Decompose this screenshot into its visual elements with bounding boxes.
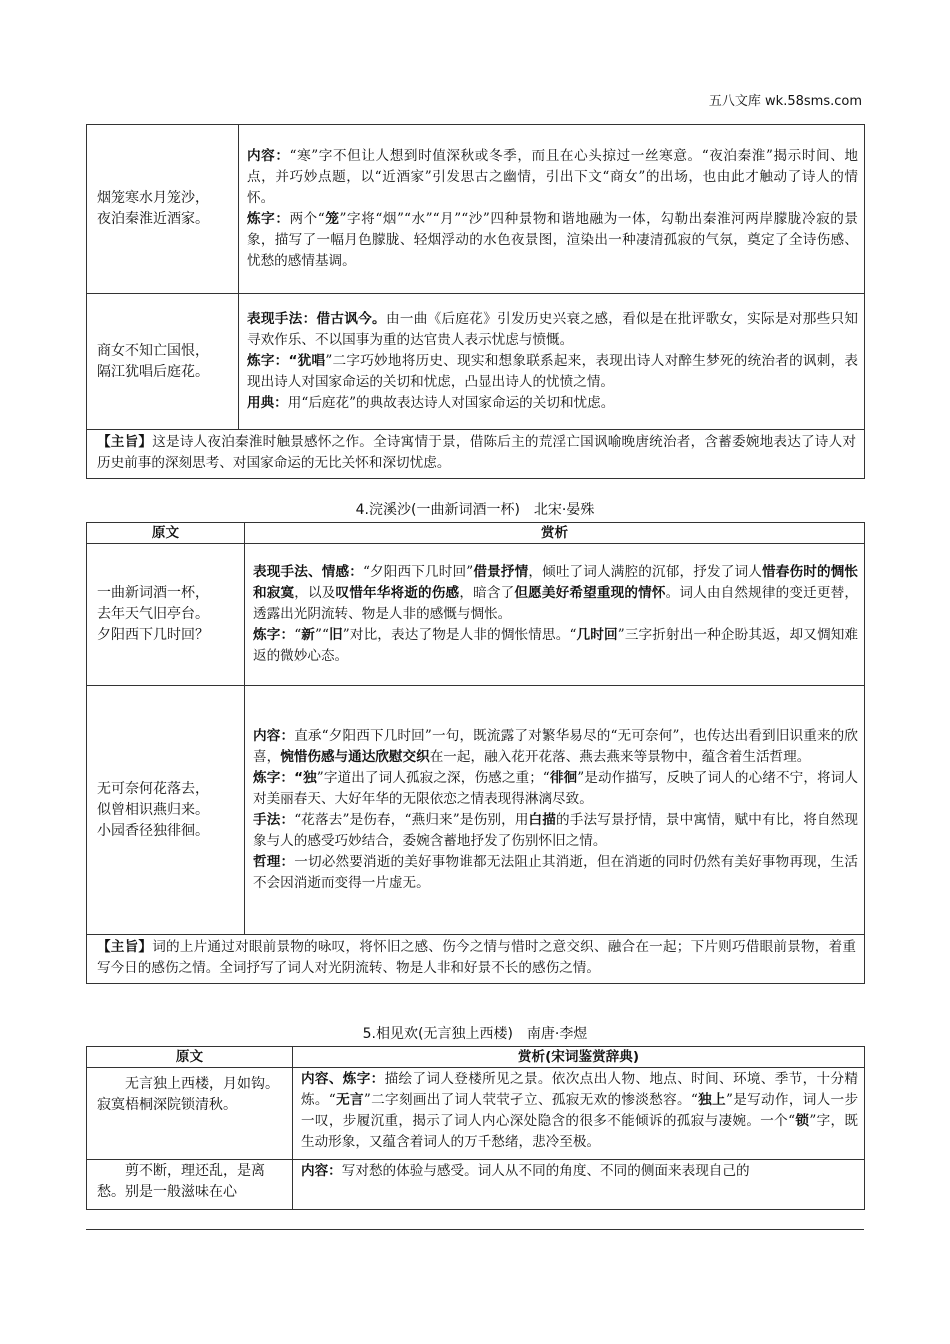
bold-segment: 【主旨】 (97, 434, 153, 450)
poem-title: 5.相见欢(无言独上西楼) (362, 1026, 513, 1042)
bold-segment: 独上 (697, 1092, 726, 1108)
analysis-paragraph (301, 1161, 858, 1203)
text-segment: ”是动作描写，反映了词人的心绪不宁，将词人对美丽春天、大好年华的无限依恋之情表现得淋漓尽致。 (253, 770, 858, 807)
analysis-cell (239, 294, 865, 430)
text-segment: 一切必然要消逝的美好事物谁都无法阻止其消逝，但在消逝的同时仍然有美好事物再现，生活不会因消逝而变得一片虚无。 (253, 854, 859, 891)
orig-cell (87, 686, 245, 935)
bold-segment: 叹惜年华将逝的伤感 (335, 585, 460, 601)
bold-segment: 锁 (795, 1113, 810, 1129)
analysis-paragraph (253, 625, 858, 667)
bold-segment: 借景抒情 (473, 564, 529, 580)
verse-line: 夜泊秦淮近酒家。 (97, 211, 209, 227)
bold-segment: 【主旨】 (97, 939, 153, 955)
text-segment: 词的上片通过对眼前景物的咏叹，将怀旧之感、伤今之情与惜时之意交织、融合在一起；下片则巧借眼前景物，着重写今日的感伤之情。全词抒写了词人对光阴流转、物是人非和好景不长的感伤之情。 (97, 939, 856, 976)
bold-segment: 表现手法、情感： (253, 564, 363, 580)
analysis-paragraph (253, 726, 858, 768)
summary-row (87, 430, 865, 479)
text-segment: ”是写动作，词人一步一叹，步履沉重，揭示了词人内心深处隐含的很多不能倾诉的孤寂与凄婉。一个“ (301, 1092, 859, 1129)
verse-line: 烟笼寒水月笼沙， (97, 190, 209, 206)
analysis-paragraph (253, 768, 858, 810)
verse-line: 无可奈何花落去， (97, 780, 209, 797)
bold-segment: 几时回 (576, 627, 618, 643)
analysis-cell (293, 1068, 865, 1160)
bold-segment: 炼字：“独 (253, 770, 317, 786)
bold-segment: 旧 (328, 627, 343, 643)
poem5-table (86, 1046, 865, 1210)
bold-segment: 内容： (247, 148, 290, 164)
bold-segment: 炼字：“犹唱 (247, 353, 326, 369)
page-bottom-rule (86, 1229, 864, 1230)
text-segment: ”二字巧妙地将历史、现实和想象联系起来，表现出诗人对醉生梦死的统治者的讽刺，表现出诗人对国家命运的关切和忧虑，凸显出诗人的忧愤之情。 (247, 353, 859, 390)
verse-line: 去年天气旧亭台。 (97, 606, 209, 622)
summary-text (97, 937, 856, 979)
text-segment: ，以及 (294, 585, 336, 601)
table-row (87, 544, 865, 686)
verse-line: 似曾相识燕归来。 (97, 801, 209, 818)
bold-segment: 但愿美好希望重现的情怀 (514, 585, 666, 601)
text-segment: 写对愁的体验与感受。词人从不同的角度、不同的侧面来表现自己的 (341, 1163, 750, 1179)
text-segment: ”对比，表达了物是人非的惆怅情思。“ (342, 627, 577, 643)
poem-title: 4.浣溪沙(一曲新词酒一杯) (355, 502, 520, 518)
bold-segment: 用典： (247, 395, 288, 411)
header-row (87, 523, 865, 544)
verse-line: 夕阳西下几时回？ (97, 627, 209, 643)
analysis-paragraph (247, 393, 858, 414)
text-segment: ”三字折射出一种企盼其返，却又惆知难返的微妙心态。 (253, 627, 859, 664)
orig-cell (87, 125, 239, 294)
poem3-table (86, 124, 865, 479)
analysis-cell (245, 686, 865, 935)
text-segment: ”“ (315, 627, 329, 643)
bold-segment: 惜春伤时的惆怅和寂寞 (253, 564, 859, 601)
text-segment: “寒”字不但让人想到时值深秋或冬季，而且在心头掠过一丝寒意。“夜泊秦淮”揭示时间、地点，并巧妙点题，以“近酒家”引发思古之幽情，引出下文“商女”的出场，也由此才触动了诗人的情怀。 (247, 148, 859, 206)
table-row (87, 1068, 865, 1160)
bold-segment: 惋惜伤感与通达欣慰交织 (280, 749, 430, 765)
text-segment: ”二字刻画出了词人茕茕孑立、孤寂无欢的惨淡愁容。“ (363, 1092, 698, 1108)
bold-segment: 炼字： (253, 627, 295, 643)
bold-segment: 炼字： (247, 211, 290, 227)
text-segment: 两个“ (289, 211, 325, 227)
text-segment: 描绘了词人登楼所见之景。依次点出人物、地点、时间、环境、季节，十分精炼。“ (301, 1071, 859, 1108)
verse-line: 商女不知亡国恨， (97, 342, 209, 359)
poem4-table (86, 522, 865, 984)
orig-cell (87, 544, 245, 686)
analysis-paragraph (247, 309, 858, 351)
analysis-cell (245, 544, 865, 686)
text-segment: 。词人由自然规律的变迁更替，透露出光阴流转、物是人非的感慨与惆怅。 (253, 585, 859, 622)
text-segment: 由一曲《后庭花》引发历史兴衰之感，看似是在批评歌女，实际是对那些只知寻欢作乐、不以国事为重的达官贵人表示忧虑与愤慨。 (247, 311, 859, 348)
bold-segment: 表现手法：借古讽今。 (247, 311, 386, 327)
analysis-paragraph (247, 146, 858, 209)
bold-segment: 徘徊 (549, 770, 578, 786)
col-header-orig: 原文 (87, 1047, 293, 1068)
table-row (87, 686, 865, 935)
poem-author: 北宋·晏殊 (533, 502, 595, 518)
bold-segment: 内容： (253, 728, 295, 744)
text-segment: ，倾吐了词人满腔的沉郁，抒发了词人 (528, 564, 762, 580)
table-row (87, 1160, 865, 1210)
site-header: 五八文库 wk.58sms.com (708, 94, 862, 109)
bold-segment: 新 (301, 627, 315, 643)
text-segment: 用“后庭花”的典故表达诗人对国家命运的关切和忧虑。 (287, 395, 615, 411)
bold-segment: 白描 (528, 812, 557, 828)
text-segment: ”字道出了词人孤寂之深，伤感之重；“ (316, 770, 550, 786)
text-segment: ”字，既生动形象，又蕴含着词人的万千愁绪，悲冷至极。 (301, 1113, 859, 1150)
summary-cell (87, 935, 865, 984)
verse-text: 剪不断，理还乱，是离愁。别是一般滋味在心 (97, 1163, 265, 1200)
verse-line: 隔江犹唱后庭花。 (97, 363, 209, 380)
summary-cell (87, 430, 865, 479)
orig-cell (87, 1160, 293, 1210)
analysis-paragraph (247, 209, 858, 272)
analysis-paragraph (253, 562, 858, 625)
analysis-cell (293, 1160, 865, 1210)
verse-line: 小园香径独徘徊。 (97, 822, 209, 839)
orig-cell (87, 294, 239, 430)
text-segment: “ (294, 627, 302, 643)
analysis-paragraph (301, 1069, 858, 1153)
analysis-paragraph (247, 351, 858, 393)
text-segment: “花落去”是伤春，“燕归来”是伤别，用 (294, 812, 529, 828)
table-row (87, 294, 865, 430)
bold-segment: 内容： (301, 1163, 342, 1179)
col-header-analysis: 赏析(宋词鉴赏辞典) (293, 1047, 865, 1068)
bold-segment: 笼 (324, 211, 340, 227)
text-segment: ”字将“烟”“水”“月”“沙”四种景物和谐地融为一体，勾勒出秦淮河两岸朦胧冷寂的景象，描写了一幅月色朦胧、轻烟浮动的水色夜景图，渲染出一种凄清孤寂的气氛，奠定了全诗伤感、忧愁的感情基调。 (247, 211, 859, 269)
summary-row (87, 935, 865, 984)
text-segment: “夕阳西下几时回” (362, 564, 474, 580)
poem4-title (86, 499, 864, 519)
verse-line: 一曲新词酒一杯， (97, 585, 209, 601)
col-header-orig: 原文 (87, 523, 245, 544)
bold-segment: 无言 (335, 1092, 364, 1108)
table-row (87, 125, 865, 294)
text-segment: 这是诗人夜泊秦淮时触景感怀之作。全诗寓情于景，借陈后主的荒淫亡国讽喻晚唐统治者，含蓄委婉地表达了诗人对历史前事的深刻思考、对国家命运的无比关怀和深切忧虑。 (97, 434, 856, 471)
analysis-paragraph (253, 810, 858, 852)
summary-text (97, 432, 856, 474)
text-segment: 的手法写景抒情，景中寓情，赋中有比，将自然现象与人的感受巧妙结合，委婉含蓄地抒发了伤别怀旧之情。 (253, 812, 858, 849)
poem-author: 南唐·李煜 (526, 1026, 588, 1042)
bold-segment: 内容、炼字： (301, 1071, 385, 1087)
orig-cell (87, 1068, 293, 1160)
text-segment: 在一起，融入花开花落、燕去燕来等景物中，蕴含着生活哲理。 (429, 749, 811, 765)
text-segment: 直承“夕阳西下几时回”一句，既流露了对繁华易尽的“无可奈何”，也传达出看到旧识重来的欣喜， (253, 728, 859, 765)
bold-segment: 哲理： (253, 854, 295, 870)
col-header-analysis: 赏析 (245, 523, 865, 544)
poem5-title (86, 1023, 864, 1043)
bold-segment: 手法： (253, 812, 295, 828)
analysis-paragraph (253, 852, 858, 894)
analysis-cell (239, 125, 865, 294)
text-segment: ，暗含了 (459, 585, 515, 601)
header-row (87, 1047, 865, 1068)
verse-text: 无言独上西楼，月如钩。寂寞梧桐深院锁清秋。 (97, 1076, 279, 1113)
